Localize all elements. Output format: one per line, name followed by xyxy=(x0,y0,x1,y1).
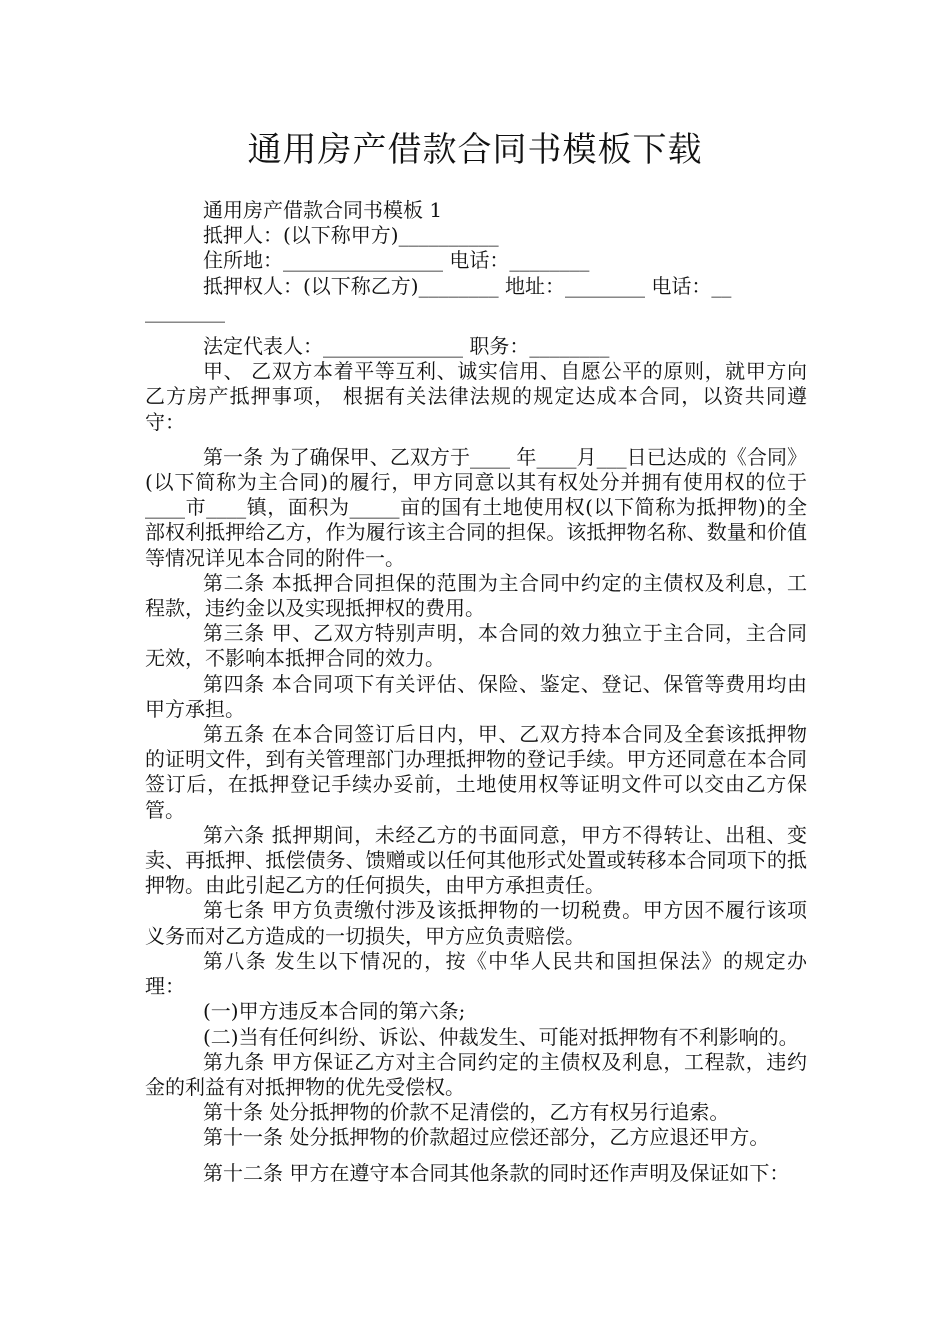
clause-7: 第七条 甲方负责缴付涉及该抵押物的一切税费。甲方因不履行该项义务而对乙方造成的一切损失，甲方应负责赔偿。 xyxy=(145,898,807,948)
clause-12: 第十二条 甲方在遵守本合同其他条款的同时还作声明及保证如下： xyxy=(203,1160,790,1185)
document-title: 通用房产借款合同书模板下载 xyxy=(247,130,703,170)
address-line: 住所地：________________ 电话：________ xyxy=(203,248,590,273)
document-body xyxy=(145,198,807,1186)
legal-representative-line: 法定代表人：______________ 职务：________ xyxy=(203,334,610,359)
clause-6: 第六条 抵押期间，未经乙方的书面同意，甲方不得转让、出租、变卖、再抵押、抵偿债务、馈赠或以任何其他形式处置或转移本合同项下的抵押物。由此引起乙方的任何损失，由甲方承担责任。 xyxy=(145,822,807,898)
template-subtitle: 通用房产借款合同书模板 1 xyxy=(203,198,443,222)
party-b-line-continued: ________ xyxy=(145,298,225,323)
clause-2: 第二条 本抵押合同担保的范围为主合同中约定的主债权及利息，工程款，违约金以及实现抵押权的费用。 xyxy=(145,570,807,621)
party-a-line: 抵押人：(以下称甲方)__________ xyxy=(203,223,499,248)
clause-9: 第九条 甲方保证乙方对主合同约定的主债权及利息，工程款，违约金的利益有对抵押物的优先受偿权。 xyxy=(145,1049,807,1099)
clause-8: 第八条 发生以下情况的，按《中华人民共和国担保法》的规定办理： xyxy=(145,948,807,999)
clause-11: 第十一条 处分抵押物的价款超过应偿还部分，乙方应退还甲方。 xyxy=(203,1125,770,1150)
clause-4: 第四条 本合同项下有关评估、保险、鉴定、登记、保管等费用均由甲方承担。 xyxy=(145,671,807,721)
clause-8-item-2: (二)当有任何纠纷、诉讼、仲裁发生、可能对抵押物有不利影响的。 xyxy=(203,1024,799,1049)
clause-5: 第五条 在本合同签订后日内，甲、乙双方持本合同及全套该抵押物的证明文件，到有关管理部门办理抵押物的登记手续。甲方还同意在本合同签订后，在抵押登记手续办妥前，土地使用权等证明文件可以交由乙方保管。 xyxy=(145,722,807,822)
party-b-line: 抵押权人：(以下称乙方)________ 地址：________ 电话：__ xyxy=(203,273,732,298)
clause-1: 第一条 为了确保甲、乙双方于____ 年____月___日已达成的《合同》(以下简称为主合同)的履行，甲方同意以其有权处分并拥有使用权的位于____市____镇，面积为_____亩的国有土地使用权(以下简称为抵押物)的全部权利抵押给乙方，作为履行该主合同的担保。该抵押物名称、数量和价值等情况详见本合同的附件一。 xyxy=(145,444,807,570)
preamble-paragraph: 甲、 乙双方本着平等互利、诚实信用、自愿公平的原则，就甲方向乙方房产抵押事项， 根据有关法律法规的规定达成本合同，以资共同遵守： xyxy=(145,359,807,434)
clause-8-item-1: (一)甲方违反本合同的第六条; xyxy=(203,999,466,1024)
clause-3: 第三条 甲、乙双方特别声明，本合同的效力独立于主合同，主合同无效，不影响本抵押合同的效力。 xyxy=(145,621,807,671)
clause-10: 第十条 处分抵押物的价款不足清偿的，乙方有权另行追索。 xyxy=(203,1100,730,1125)
